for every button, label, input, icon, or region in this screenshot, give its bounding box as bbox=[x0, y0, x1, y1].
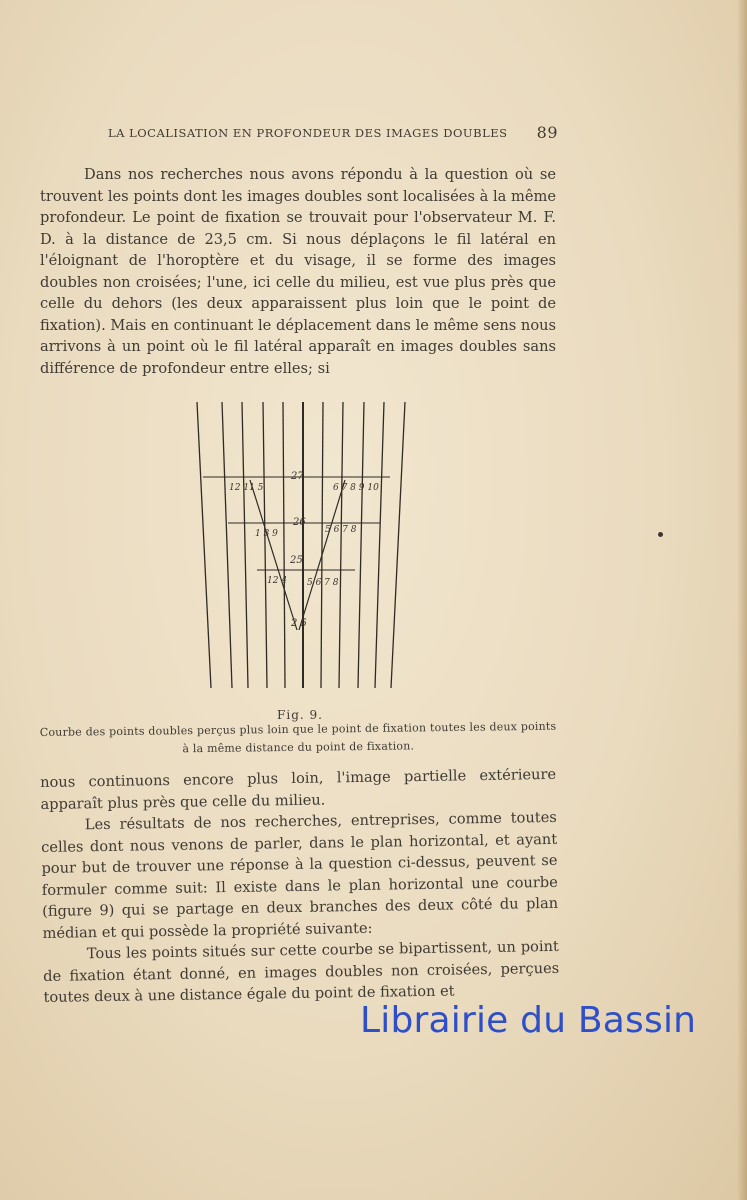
vertical-threads bbox=[197, 402, 405, 688]
thread-line bbox=[375, 402, 384, 688]
thread-line bbox=[358, 402, 364, 688]
annotation-row1-right: 6 7 8 9 10 bbox=[333, 483, 379, 493]
body-text-top bbox=[40, 164, 556, 379]
thread-line bbox=[283, 402, 285, 688]
thread-line bbox=[197, 402, 211, 688]
thread-line bbox=[339, 402, 343, 688]
annotation-row2-center: 26 bbox=[293, 517, 306, 528]
annotation-row4-center: 2 5 bbox=[291, 618, 307, 629]
thread-line bbox=[263, 402, 267, 688]
figure-9-diagram bbox=[195, 398, 410, 698]
threads-diagram bbox=[195, 398, 410, 698]
annotation-row2-left: 1 3 9 bbox=[255, 529, 278, 539]
thread-line bbox=[321, 402, 323, 688]
paragraph: Dans nos recherches nous avons répondu à la question où se trouvent les points dont les images doubles sont localisées à la même profondeur. Le point de fixation se trouvait pour l'observateur M. F. D. à la distance de 23,5 cm. Si nous déplaçons le fil latéral en l'éloignant de l'horoptère et du visage, il se forme des images doubles non croisées; l'une, ici celle du milieu, est vue plus près que celle du dehors (les deux apparaissent plus loin que le point de fixation). Mais en continuant le déplacement dans le même sens nous arrivons à un point où le fil latéral apparaît en images doubles sans différence de profondeur entre elles; si bbox=[40, 166, 556, 377]
thread-line bbox=[222, 402, 232, 688]
paragraph: Tous les points situés sur cette courbe se bipartissent, un point de fixation étant donné, en images doubles non croisées, perçues toutes deux à une distance égale du point de fixation et bbox=[43, 937, 560, 1006]
running-title: LA LOCALISATION EN PROFONDEUR DES IMAGES DOUBLES bbox=[108, 126, 508, 140]
page-edge-shadow bbox=[737, 0, 747, 1200]
figure-caption: Courbe des points doubles perçus plus loin que le point de fixation toutes les deux points à la même distance du point de fixation. bbox=[39, 719, 557, 756]
body-text-bottom bbox=[40, 764, 560, 1009]
page-number: 89 bbox=[536, 123, 558, 142]
annotation-row3-right: 5 6 7 8 bbox=[307, 578, 339, 588]
annotation-row1-center: 27 bbox=[291, 471, 304, 482]
annotation-row2-right: 5 6 7 8 bbox=[325, 525, 357, 535]
annotation-row3-center: 25 bbox=[290, 555, 303, 566]
thread-line bbox=[391, 402, 405, 688]
paragraph-continuation: nous continuons encore plus loin, l'image partielle extérieure apparaît plus près que celle du milieu. bbox=[40, 765, 557, 813]
running-header bbox=[108, 123, 558, 143]
thread-line bbox=[242, 402, 248, 688]
handwritten-annotations bbox=[229, 471, 379, 629]
annotation-row1-left: 12 11 5 bbox=[229, 483, 264, 493]
ink-speck bbox=[658, 532, 663, 537]
annotation-row3-left: 12 4 bbox=[267, 576, 288, 586]
figure-label: Fig. 9. bbox=[277, 708, 323, 722]
paragraph: Les résultats de nos recherches, entreprises, comme toutes celles dont nous venons de parler, dans le plan horizontal, et ayant pour but de trouver une réponse à la question ci-dessus, peuvent se formuler comme suit: Il existe dans le plan horizontal une courbe (figure 9) qui se partage en deux branches des deux côté du plan médian et qui possède la propriété suivante: bbox=[41, 808, 559, 942]
watermark-text: Librairie du Bassin bbox=[360, 1000, 697, 1041]
